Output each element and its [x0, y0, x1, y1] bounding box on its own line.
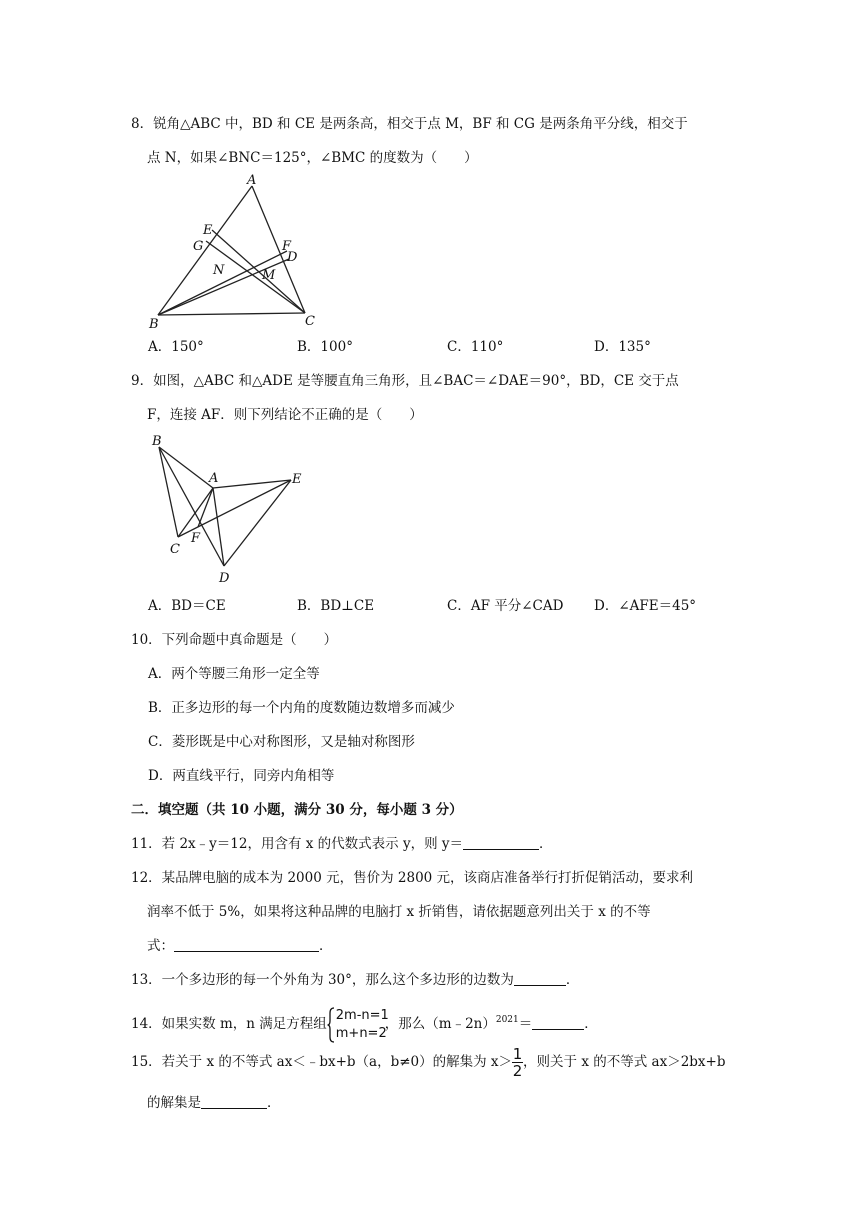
- q10-option-b: B．正多边形的每一个内角的度数随边数增多而减少: [148, 700, 455, 716]
- q8-label-D: D: [287, 250, 298, 265]
- q9-label-D: D: [219, 571, 230, 586]
- q15-line2: [147, 1093, 281, 1113]
- q14-text2: ，那么（m﹣2n）: [384, 1016, 496, 1032]
- q14-answer-blank[interactable]: [532, 1015, 584, 1030]
- q15-text2: 的解集是: [147, 1095, 201, 1111]
- q15-end: ．: [267, 1095, 281, 1111]
- q9-option-c: C．AF 平分∠CAD: [447, 598, 564, 614]
- q15-text1b: ，则关于 x 的不等式 ax＞2bx+b: [523, 1054, 726, 1070]
- q8-label-F: F: [282, 239, 292, 254]
- q8-label-A: A: [247, 173, 257, 188]
- q13-end: ．: [565, 972, 580, 988]
- q11-line: [131, 834, 553, 854]
- q14-line: [131, 1000, 598, 1044]
- q11-text: 11．若 2x﹣y＝12，用含有 x 的代数式表示 y，则 y＝: [131, 836, 464, 852]
- q8-option-c: C．110°: [447, 339, 504, 355]
- q10-stem: 10．下列命题中真命题是（ ）: [131, 632, 338, 648]
- q12-line3: [147, 936, 333, 956]
- q14-end: ．: [584, 1016, 598, 1032]
- q15-text1: 15．若关于 x 的不等式 ax＜﹣bx+b（a，b≠0）的解集为 x＞: [131, 1054, 513, 1070]
- q14-exponent: 2021: [495, 1015, 519, 1025]
- q9-option-d: D．∠AFE＝45°: [594, 598, 697, 614]
- q15-answer-blank[interactable]: [201, 1094, 267, 1109]
- q9-option-a: A．BD＝CE: [148, 598, 226, 614]
- q8-option-d: D．135°: [594, 339, 651, 355]
- q9-label-C: C: [170, 542, 180, 557]
- q14-text: 14．如果实数 m，n 满足方程组: [131, 1016, 327, 1032]
- q9-figure: [146, 432, 320, 588]
- q8-label-M: M: [262, 268, 276, 283]
- q11-answer-blank[interactable]: [463, 835, 539, 850]
- q10-option-a: A．两个等腰三角形一定全等: [148, 666, 320, 682]
- q8-label-B: B: [149, 317, 159, 332]
- q9-stem-line2: F，连接 AF．则下列结论不正确的是（ ）: [147, 407, 423, 423]
- q14-eq2: m+n=2: [335, 1025, 387, 1041]
- q8-label-N: N: [213, 263, 225, 278]
- q8-label-C: C: [305, 314, 315, 329]
- q9-label-F: F: [191, 531, 201, 546]
- q8-label-G: G: [193, 239, 204, 254]
- q9-label-B: B: [152, 434, 162, 449]
- q9-label-E: E: [292, 472, 302, 487]
- q15-frac-num: 1: [512, 1045, 523, 1063]
- q8-option-a: A．150°: [148, 339, 204, 355]
- q13-text: 13．一个多边形的每一个外角为 30°，那么这个多边形的边数为: [131, 972, 514, 988]
- q14-equation-system: [327, 1006, 389, 1044]
- q13-line: [131, 970, 579, 990]
- q8-stem-line2: 点 N，如果∠BNC＝125°，∠BMC 的度数为（ ）: [147, 150, 478, 166]
- q9-label-A: A: [209, 471, 219, 486]
- q8-stem-line1: 8．锐角△ABC 中，BD 和 CE 是两条高，相交于点 M，BF 和 CG 是两条角平分线，相交于: [131, 116, 688, 132]
- q12-line1: 12．某品牌电脑的成本为 2000 元，售价为 2800 元，该商店准备举行打折促销活动，要求利: [131, 870, 694, 886]
- q8-option-b: B．100°: [297, 339, 353, 355]
- q14-eq1: 2m-n=1: [335, 1007, 389, 1023]
- q15-fraction: [512, 1047, 523, 1078]
- q9-option-b: B．BD⊥CE: [297, 598, 375, 614]
- q10-option-d: D．两直线平行，同旁内角相等: [148, 768, 335, 784]
- q12-text3: 式：: [147, 938, 174, 954]
- q13-answer-blank[interactable]: [514, 971, 566, 986]
- q10-option-c: C．菱形既是中心对称图形，又是轴对称图形: [148, 734, 415, 750]
- q12-line2: 润率不低于 5%，如果将这种品牌的电脑打 x 折销售，请依据题意列出关于 x 的不等: [147, 904, 651, 920]
- q11-end: ．: [539, 836, 553, 852]
- q15-line1: [131, 1042, 726, 1082]
- q12-end: ．: [319, 938, 333, 954]
- q8-figure: [140, 170, 330, 332]
- q8-label-E: E: [203, 223, 213, 238]
- q14-brace: [327, 1007, 335, 1043]
- q9-stem-line1: 9．如图，△ABC 和△ADE 是等腰直角三角形，且∠BAC＝∠DAE＝90°，BD，CE 交于点: [131, 373, 679, 389]
- q14-equals: ＝: [518, 1016, 533, 1032]
- q15-frac-den: 2: [512, 1062, 523, 1080]
- section-heading: 二．填空题（共 10 小题，满分 30 分，每小题 3 分）: [131, 802, 463, 818]
- q12-answer-blank[interactable]: [174, 937, 319, 952]
